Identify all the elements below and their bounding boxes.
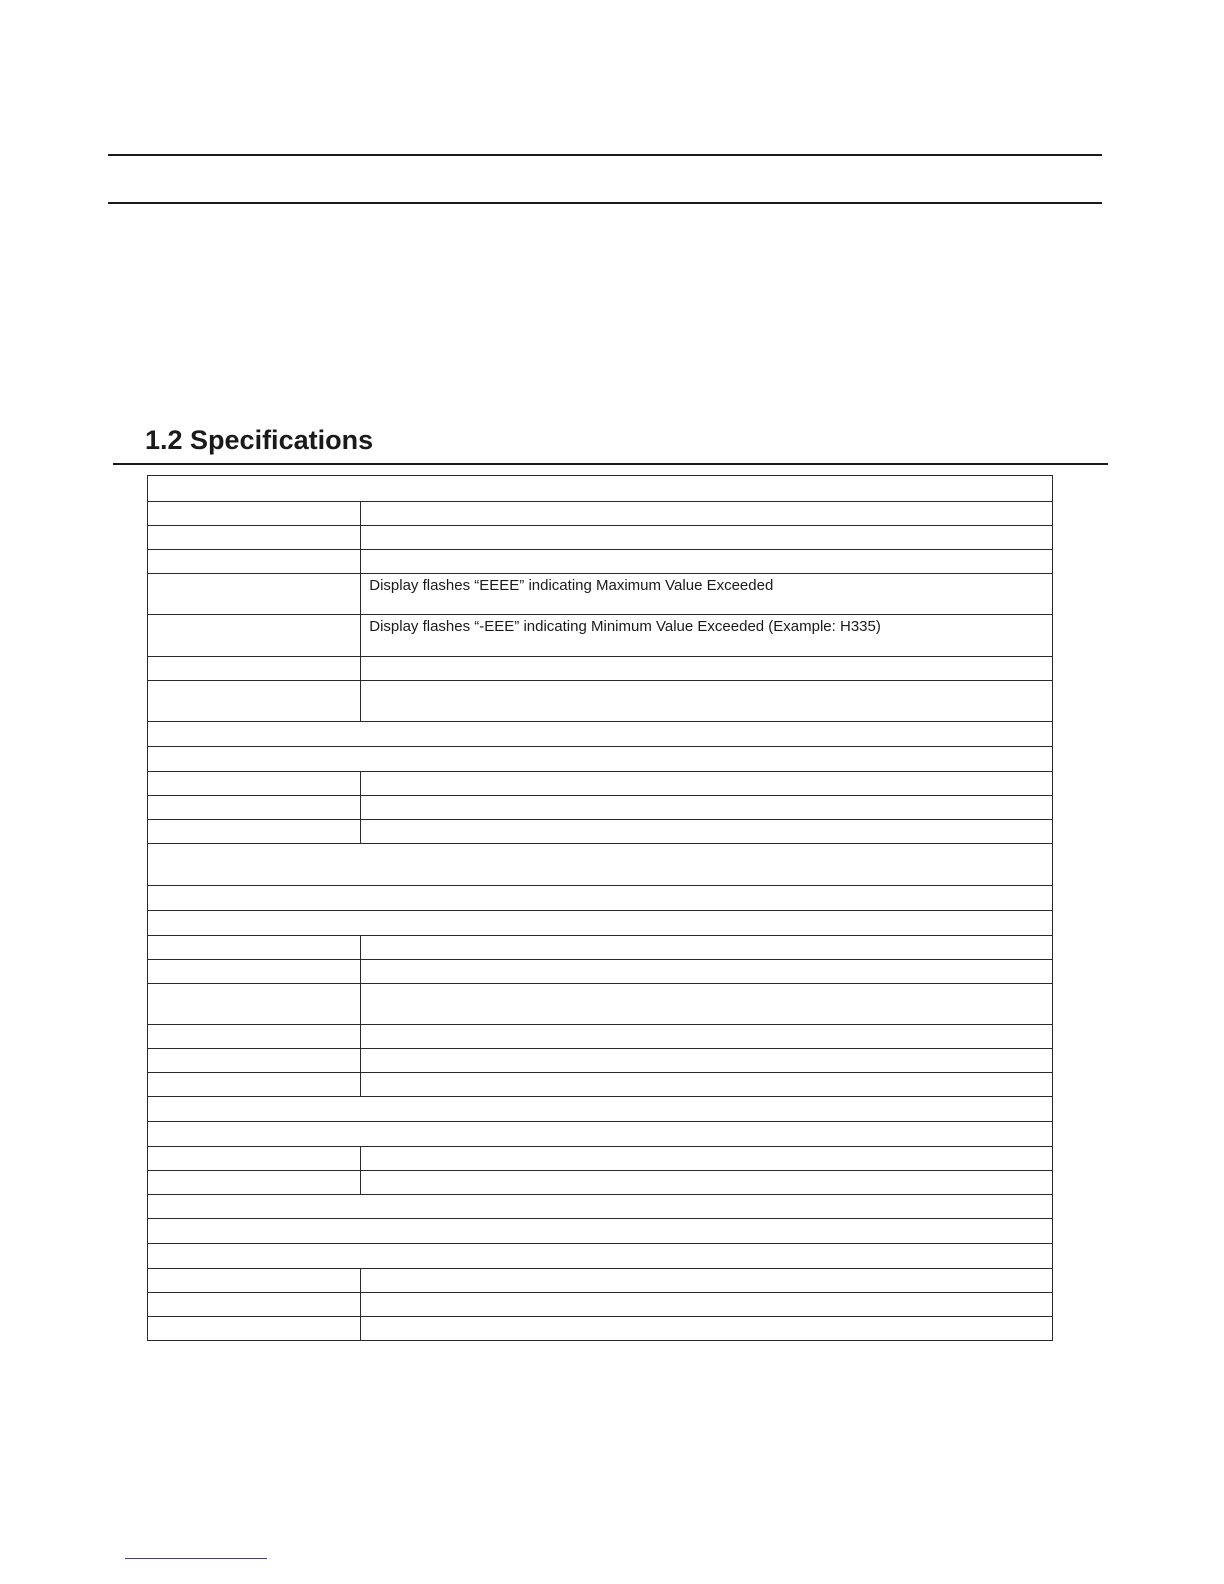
table-row: [148, 886, 1053, 911]
table-row: [148, 1244, 1053, 1269]
table-row: [148, 1219, 1053, 1244]
table-group-header: [148, 747, 1053, 772]
table-row: [148, 1269, 1053, 1293]
table-value-cell: [361, 1073, 1053, 1097]
table-note-row: [148, 844, 1053, 886]
table-row: [148, 796, 1053, 820]
table-label-cell: [148, 502, 361, 526]
table-row: [148, 574, 1053, 615]
table-group-header: [148, 1219, 1053, 1244]
table-label-cell: [148, 574, 361, 615]
table-row: [148, 1293, 1053, 1317]
table-group-header: [148, 1097, 1053, 1122]
table-label-cell: [148, 772, 361, 796]
table-label-cell: [148, 1073, 361, 1097]
table-group-header: [148, 1195, 1053, 1219]
table-row: [148, 1073, 1053, 1097]
table-label-cell: [148, 1147, 361, 1171]
table-label-cell: [148, 657, 361, 681]
section-heading: 1.2 Specifications: [145, 425, 374, 455]
table-label-cell: [148, 550, 361, 574]
table-row: [148, 1171, 1053, 1195]
table-row: [148, 1122, 1053, 1147]
table-row: [148, 820, 1053, 844]
table-value-cell: [361, 936, 1053, 960]
table-value-cell: [361, 681, 1053, 722]
table-value-cell: [361, 1269, 1053, 1293]
over-range-max-value: Display flashes “EEEE” indicating Maximum Value Exceeded: [361, 574, 1053, 615]
table-value-cell: [361, 502, 1053, 526]
table-label-cell: [148, 526, 361, 550]
over-range-min-value: Display flashes “-EEE” indicating Minimum Value Exceeded (Example: H335): [361, 615, 1053, 657]
table-row: [148, 550, 1053, 574]
table-row: [148, 1317, 1053, 1341]
table-row: [148, 936, 1053, 960]
table-value-cell: [361, 550, 1053, 574]
table-label-cell: [148, 615, 361, 657]
table-row: [148, 722, 1053, 747]
table-row: [148, 476, 1053, 502]
table-label-cell: [148, 796, 361, 820]
table-row: [148, 526, 1053, 550]
table-group-header: [148, 911, 1053, 936]
table-label-cell: [148, 1317, 361, 1341]
table-value-cell: [361, 1293, 1053, 1317]
table-label-cell: [148, 984, 361, 1025]
footer-link-underline: [125, 1558, 267, 1559]
table-value-cell: [361, 1025, 1053, 1049]
section-heading-rule: [113, 463, 1108, 465]
table-label-cell: [148, 960, 361, 984]
table-label-cell: [148, 1025, 361, 1049]
table-label-cell: [148, 1171, 361, 1195]
table-row: [148, 1195, 1053, 1219]
table-group-header: [148, 476, 1053, 502]
table-group-header: [148, 722, 1053, 747]
table-value-cell: [361, 984, 1053, 1025]
table-value-cell: [361, 526, 1053, 550]
table-row: [148, 772, 1053, 796]
table-group-header: [148, 1122, 1053, 1147]
table-group-header: [148, 886, 1053, 911]
header-rule-bottom: [108, 202, 1102, 204]
table-group-header: [148, 1244, 1053, 1269]
table-label-cell: [148, 820, 361, 844]
table-row: [148, 984, 1053, 1025]
table-value-cell: [361, 960, 1053, 984]
table-label-cell: [148, 1049, 361, 1073]
table-value-cell: [361, 820, 1053, 844]
table-row: [148, 1147, 1053, 1171]
table-row: [148, 844, 1053, 886]
table-row: [148, 1097, 1053, 1122]
table-label-cell: [148, 1293, 361, 1317]
table-row: [148, 1049, 1053, 1073]
table-row: [148, 1025, 1053, 1049]
table-row: [148, 615, 1053, 657]
header-rule-top: [108, 154, 1102, 156]
table-label-cell: [148, 681, 361, 722]
table-row: [148, 502, 1053, 526]
table-value-cell: [361, 796, 1053, 820]
table-value-cell: [361, 657, 1053, 681]
table-value-cell: [361, 1049, 1053, 1073]
table-label-cell: [148, 1269, 361, 1293]
table-row: [148, 681, 1053, 722]
table-value-cell: [361, 772, 1053, 796]
table-row: [148, 911, 1053, 936]
table-value-cell: [361, 1147, 1053, 1171]
table-value-cell: [361, 1171, 1053, 1195]
table-label-cell: [148, 936, 361, 960]
table-row: [148, 747, 1053, 772]
table-row: [148, 657, 1053, 681]
specifications-table: [147, 475, 1053, 1341]
table-row: [148, 960, 1053, 984]
table-value-cell: [361, 1317, 1053, 1341]
